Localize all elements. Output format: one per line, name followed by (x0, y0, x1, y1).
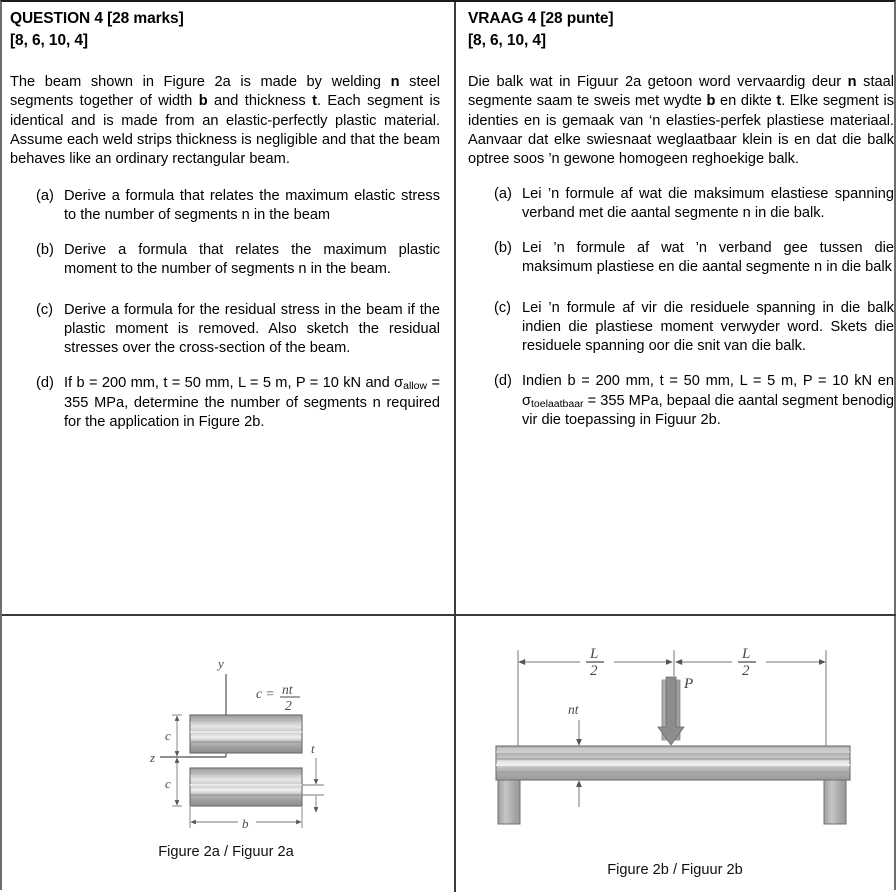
intro-text-2-af: staal segmente saam te sweis met wydte (468, 74, 894, 110)
item-d-post-af: = 355 MPa, bepaal die aantal segment benodig vir die toepassing in Figuur 2b. (522, 392, 894, 429)
figure-2a-image (148, 652, 348, 837)
afrikaans-column (454, 0, 896, 430)
intro-paragraph-afrikaans (468, 73, 894, 169)
item-text-a-af: Lei ’n formule af wat die maksimum elastiese spanning verband met die aantal segmente n in die balk. (522, 186, 894, 222)
intro-bold-b: b (198, 93, 208, 110)
item-d-post: = 355 MPa, determine the number of segments n required for the application in Figure 2b. (64, 375, 441, 431)
list-item (494, 239, 894, 277)
cross-section-top-block (190, 715, 302, 753)
intro-text-3-af: en dikte (715, 93, 777, 110)
page-title: QUESTION 4 [28 marks] (10, 10, 184, 27)
dimension-denominator-right: 2 (742, 663, 750, 679)
item-marker-d-af: (d) (494, 373, 512, 390)
figure-2b-cell (454, 614, 896, 890)
dimension-label-t: t (311, 741, 315, 756)
item-marker-a-af: (a) (494, 186, 512, 203)
item-d-pre-af: Indien b = 200 mm, t = 50 mm, L = 5 m, P = 10 kN en σ (522, 373, 894, 409)
figure-2a-caption: Figure 2a / Figuur 2a (158, 844, 294, 860)
marks-breakdown: [8, 6, 10, 4] (10, 32, 88, 49)
figure-2b-image (476, 632, 876, 832)
list-item (36, 301, 440, 358)
intro-bold-b-af: b (706, 93, 716, 110)
intro-text-2: steel segments together of width (10, 74, 440, 110)
item-d-subscript-af: toelaatbaar (531, 397, 584, 410)
item-text-b: Derive a formula that relates the maximum plastic moment to the number of segments n in the beam. (64, 242, 440, 278)
page-title-afrikaans: VRAAG 4 [28 punte] (468, 10, 614, 27)
list-item (494, 372, 894, 430)
dimension-denominator-left: 2 (590, 663, 598, 679)
load-label-P: P (684, 676, 694, 692)
intro-bold-n-af: n (847, 74, 857, 90)
intro-text-1-af: Die balk wat in Figuur 2a getoon word vervaardig deur (468, 74, 848, 90)
list-item (36, 374, 440, 432)
item-text-d (64, 374, 440, 432)
dimension-label-L-left: L (590, 646, 599, 662)
figure-2a-svg (148, 652, 348, 837)
figure-2b-svg (476, 632, 876, 832)
question-items-afrikaans (494, 185, 894, 430)
axis-label-y: y (218, 656, 224, 671)
support-right (824, 780, 846, 824)
intro-text-1: The beam shown in Figure 2a is made by welding (10, 74, 391, 90)
item-d-pre: If b = 200 mm, t = 50 mm, L = 5 m, P = 10 kN and σ (64, 375, 404, 392)
dimension-label-L-right: L (742, 646, 751, 662)
dimension-label-c-bottom: c (165, 776, 171, 791)
intro-bold-t-af: t (776, 93, 782, 110)
dimension-label-c-top: c (165, 728, 171, 743)
item-marker-c-af: (c) (494, 300, 512, 317)
dimension-label-b: b (242, 816, 249, 831)
intro-bold-n: n (390, 74, 400, 90)
item-text-c: Derive a formula for the residual stress in the beam if the plastic moment is removed. Also sketch the residual stresses over the cross-section of the beam. (64, 302, 440, 357)
item-marker-b-af: (b) (494, 240, 512, 257)
intro-text-4: . Each segment is identical and is made from an elastic-perfectly plastic material. Assume each weld strips thickness is negligible and that the beam behaves like an ordinary rectangular beam. (10, 93, 441, 167)
intro-text-3: and thickness (207, 93, 313, 110)
intro-paragraph-english (10, 73, 440, 169)
question-items-english (36, 187, 440, 432)
item-text-b-af: Lei ’n formule af wat ’n verband gee tussen die maksimum plastiese en die aantal segmente n in die balk (522, 240, 894, 276)
item-marker-d: (d) (36, 375, 54, 392)
english-column (0, 0, 452, 432)
item-text-a: Derive a formula that relates the maximum elastic stress to the number of segments n in the beam (64, 188, 440, 224)
list-item (494, 185, 894, 223)
formula-c-numerator: nt (282, 682, 293, 697)
item-d-subscript: allow (403, 380, 428, 393)
axis-label-z: z (150, 750, 156, 765)
item-marker-a: (a) (36, 188, 54, 205)
item-marker-c: (c) (36, 302, 54, 319)
support-left (498, 780, 520, 824)
formula-c-denominator: 2 (285, 698, 292, 713)
intro-bold-t: t (312, 93, 317, 110)
figure-2a-cell (0, 614, 452, 890)
item-marker-b: (b) (36, 242, 54, 259)
beam-body (496, 746, 850, 780)
item-text-d-af (522, 372, 894, 430)
marks-breakdown-afrikaans: [8, 6, 10, 4] (468, 32, 546, 49)
figure-2b-caption: Figure 2b / Figuur 2b (607, 862, 743, 878)
list-item (36, 241, 440, 279)
list-item (494, 299, 894, 356)
intro-text-4-af: . Elke segment is identies en is gemaak van ‘n elasties-perfek plastiese materiaal. Aanvaar dat elke swiesnaat weglaatbaar klein is en dat die balk optree soos ’n gewone homogeen reghoekige balk. (468, 93, 894, 167)
formula-c-lhs: c = (256, 686, 275, 701)
list-item (36, 187, 440, 225)
dimension-label-nt: nt (568, 702, 579, 717)
cross-section-bottom-block (190, 768, 302, 806)
item-text-c-af: Lei ’n formule af vir die residuele spanning in die balk indien die plastiese moment verwyder word. Skets die residuele spanning oor die snit van die balk. (522, 300, 894, 355)
